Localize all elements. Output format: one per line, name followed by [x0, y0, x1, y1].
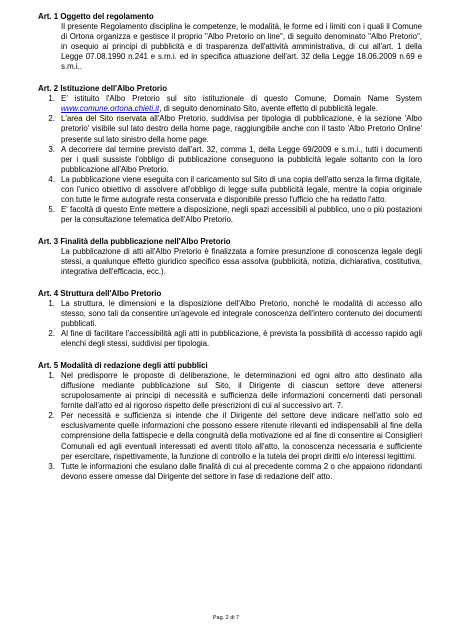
article-3-title: Art. 3 Finalità della pubblicazione nell'Albo Pretorio — [38, 236, 231, 246]
item-text: Per necessità e sufficienza si intende che il Dirigente del settore deve indicare nell'atto solo ed esclusivamente quelle informazioni che possono essere ritenute rilevanti ed indispensabili al fine della comprensione della fattispecie e della congruità della motivazione ed al fine di consentire ai Consiglieri Comunali ed agli eventuali interessati ed aventi titolo all'atto, la conoscenza necessaria e sufficiente per esercitare, rispettivamente, la funzione di controllo e la tutela dei propri diritti e/o interessi legittimi. — [61, 411, 422, 461]
list-item — [38, 411, 422, 461]
item-number: 2. — [48, 411, 55, 421]
item-number: 1. — [48, 370, 55, 380]
list-item — [38, 94, 422, 114]
article-1-text: Il presente Regolamento disciplina le competenze, le modalità, le forme ed i limiti con i quali il Comune di Ortona organizza e gestisce il proprio "Albo Pretorio on line", di seguito denominato "Albo Pretorio", in osequio ai principi di pubblicità e di trasparenza dell'attività amministrativa, di cui all'art. 1 della Legge 07.08.1990 n.241 e s.m.i. ed in specifica attuazione dell'art. 32 della Legge 18.06.2009 n.69 e s.m.i.. — [61, 22, 422, 72]
list-item — [38, 462, 422, 482]
article-1-title: Art. 1 Oggetto del regolamento — [38, 12, 154, 21]
list-item — [38, 299, 422, 329]
document-body — [38, 12, 422, 493]
item-text: Al fine di facilitare l'accessibilità agli atti in pubblicazione, è prevista la possibilità di accesso rapido agli elenchi degli stessi, suddivisi per tipologia. — [61, 329, 422, 349]
item-number: 5. — [48, 205, 55, 215]
list-item — [38, 371, 422, 411]
item-text-post: , di seguito denominato Sito, avente effetto di pubblicità legale. — [159, 104, 378, 114]
item-text: Nel predisporre le proposte di deliberazione, le determinazioni ed ogni altro atto destinato alla diffusione mediante pubblicazione sul Sito, il Dirigente di ciascun settore deve attenersi scrupolosamente ai principi di necessità e sufficienza delle informazioni concernenti dati personali fornite dall'atto ed al rigoroso rispetto delle prescrizioni di cui al successivo art. 7. — [61, 370, 422, 411]
article-4-list — [38, 299, 422, 349]
list-item — [38, 114, 422, 144]
item-text: A decorrere dal termine previsto dall'art. 32, comma 1, della Legge 69/2009 e s.m.i., tutti i documenti per i quali sussiste l'obbligo di pubblicazione conseguono la pubblicità legale soltanto con la loro pubblicazione all'Albo Pretorio. — [61, 144, 422, 174]
item-number: 4. — [48, 174, 55, 184]
article-4-title: Art. 4 Struttura dell'Albo Pretorio — [38, 288, 162, 298]
item-text: Tutte le informazioni che esulano dalle finalità di cui al precedente comma 2 o che appaiono ridondanti devono essere omesse dal Dirigente del settore in fase di redazione dell' atto. — [61, 461, 422, 481]
article-2-list — [38, 94, 422, 225]
article-5 — [38, 361, 422, 482]
list-item — [38, 175, 422, 205]
item-text: La pubblicazione viene eseguita con il caricamento sul Sito di una copia dell'atto senza la firma digitale, con l'unico obiettivo di assolvere all'obbligo di legge sulla pubblicità legale, mentre la copia originale con tutte le firme autografe resta conservata e disponibile presso l'ufficio che ha redatto l'atto. — [61, 174, 422, 205]
article-4 — [38, 289, 422, 350]
article-3-text: La pubblicazione di atti all'Albo Pretorio è finalizzata a fornire presunzione di conoscenza legale degli stessi, a qualunque effetto giuridico specifico essa assolva (pubblicità, notizia, dichiarativa, costitutiva, integrativa dell'efficacia, ecc.). — [61, 246, 422, 277]
item-text: La struttura, le dimensioni e la disposizione dell'Albo Pretorio, nonché le modalità di accesso allo stesso, sono tali da consentire un'agevole ed integrale conoscenza dell'intero contenuto dei documenti pubblicati. — [61, 298, 422, 329]
list-item — [38, 145, 422, 175]
item-text — [61, 94, 422, 114]
article-1 — [38, 12, 422, 73]
item-number: 3. — [48, 461, 55, 471]
list-item — [38, 205, 422, 225]
page-number: Pag. 2 di 7 — [212, 615, 240, 621]
item-text: E' facoltà di questo Ente mettere a disposizione, negli spazi accessibili al pubblico, uno o più postazioni per la consultazione telematica dell'Albo Pretorio. — [61, 205, 422, 225]
list-item — [38, 329, 422, 349]
item-number: 2. — [48, 329, 55, 339]
website-link[interactable]: www.comune.ortona.chieti.it — [61, 104, 160, 114]
item-number: 3. — [48, 144, 55, 154]
article-2-title: Art. 2 Istituzione dell'Albo Pretorio — [38, 84, 168, 94]
article-2 — [38, 84, 422, 225]
item-text: L'area del Sito riservata all'Albo Pretorio, suddivisa per tipologia di pubblicazione, è la sezione 'Albo pretorio' visibile sul lato destro della home page, raggiungibile anche con il tasto 'Albo Pretorio Online' presente sul lato sinistro della home page. — [61, 114, 422, 144]
item-number: 2. — [48, 114, 55, 124]
item-number: 1. — [48, 298, 55, 308]
item-text-pre: E' istituito l'Albo Pretorio sul sito istituzionale di questo Comune, Domain Name System — [61, 94, 422, 104]
item-number: 1. — [48, 94, 55, 104]
article-5-title: Art. 5 Modalità di redazione degli atti pubblici — [38, 360, 208, 370]
article-3 — [38, 237, 422, 277]
article-5-list — [38, 371, 422, 482]
